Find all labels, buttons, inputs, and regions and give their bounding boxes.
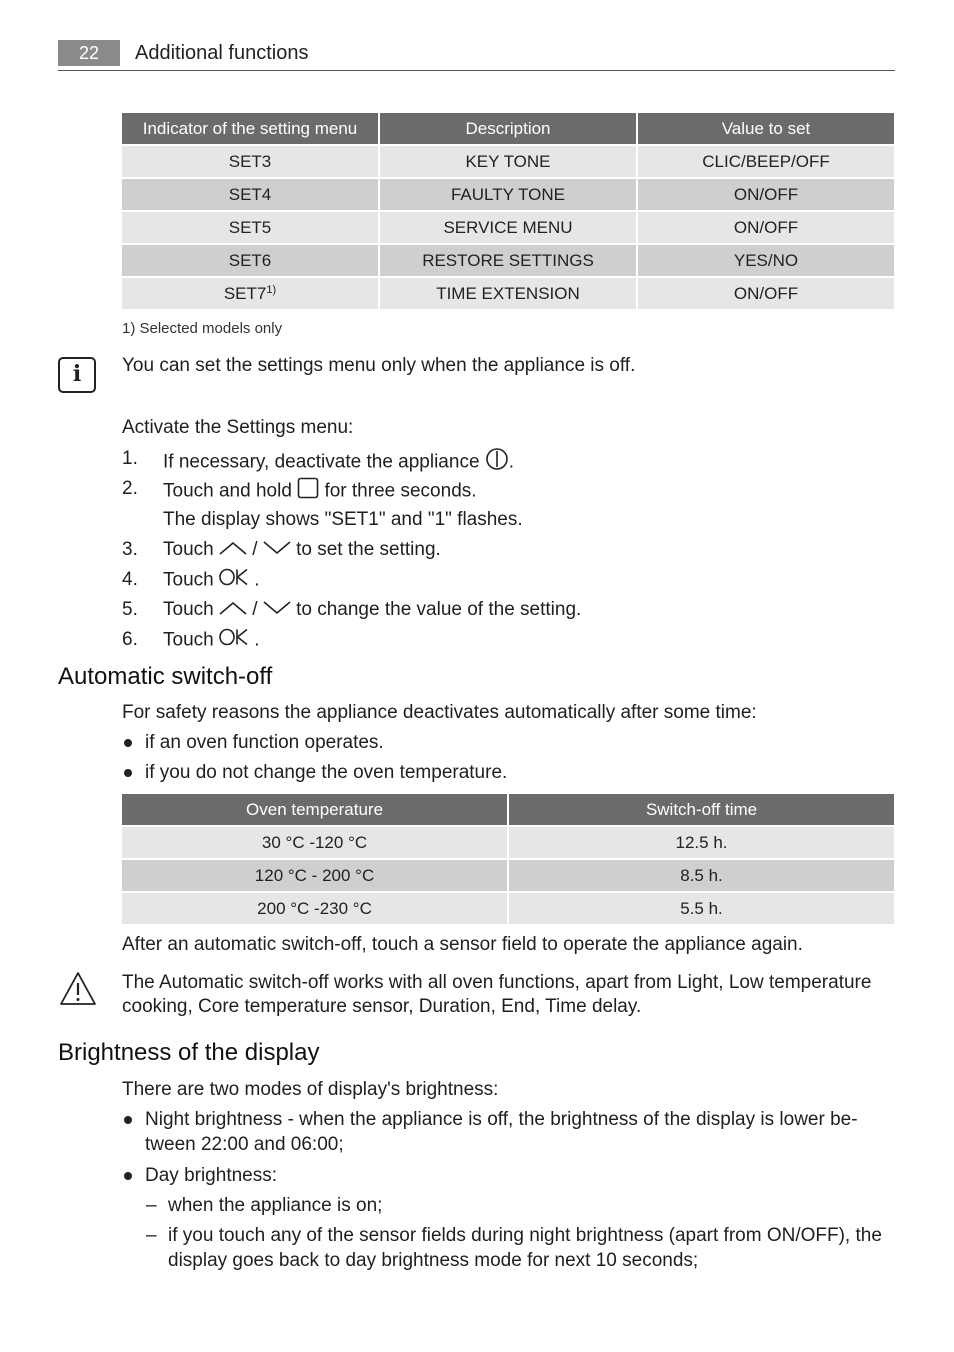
table-cell: TIME EXTENSION bbox=[380, 278, 636, 309]
slash: / bbox=[252, 599, 258, 621]
dash-marker: – bbox=[146, 1225, 157, 1246]
table-cell: ON/OFF bbox=[638, 212, 894, 243]
step-number: 3. bbox=[122, 539, 138, 560]
auto-off-after: After an automatic switch-off, touch a sensor field to operate the appliance again. bbox=[122, 934, 803, 955]
step-number: 6. bbox=[122, 629, 138, 650]
sub-item-line-1: if you touch any of the sensor fields during night brightness (apart from ON/OFF), the bbox=[168, 1225, 882, 1246]
power-icon bbox=[485, 447, 509, 478]
table-cell: 120 °C - 200 °C bbox=[122, 860, 507, 891]
table-cell: 8.5 h. bbox=[509, 860, 894, 891]
column-header: Switch-off time bbox=[509, 794, 894, 825]
table-cell bbox=[122, 278, 378, 309]
auto-off-intro: For safety reasons the appliance deactivates automatically after some time: bbox=[122, 702, 757, 723]
step-number: 1. bbox=[122, 448, 138, 469]
step-text-after: to change the value of the setting. bbox=[296, 599, 582, 621]
activate-heading: Activate the Settings menu: bbox=[122, 417, 354, 438]
brightness-intro: There are two modes of display's brightness: bbox=[122, 1079, 499, 1100]
step-text: Touch bbox=[163, 629, 214, 651]
page-number: 22 bbox=[58, 40, 120, 66]
table-cell: RESTORE SETTINGS bbox=[380, 245, 636, 276]
table-cell: ON/OFF bbox=[638, 278, 894, 309]
table-row bbox=[122, 179, 894, 210]
table-cell: ON/OFF bbox=[638, 179, 894, 210]
step-text-after: for three seconds. bbox=[324, 480, 477, 502]
step-6 bbox=[163, 628, 260, 653]
step-number: 5. bbox=[122, 599, 138, 620]
step-text-after: to set the setting. bbox=[296, 539, 441, 561]
indicator-text: SET7 bbox=[223, 283, 267, 303]
table-cell: 12.5 h. bbox=[509, 827, 894, 858]
ok-icon bbox=[219, 628, 249, 653]
table-row bbox=[122, 860, 894, 891]
night-brightness-line-2: tween 22:00 and 06:00; bbox=[145, 1134, 344, 1155]
step-2 bbox=[163, 477, 477, 506]
step-text: Touch bbox=[163, 569, 214, 591]
chevron-down-icon bbox=[263, 538, 291, 562]
table-cell: 30 °C -120 °C bbox=[122, 827, 507, 858]
table-row bbox=[122, 146, 894, 177]
step-number: 2. bbox=[122, 478, 138, 499]
chevron-up-icon bbox=[219, 598, 247, 622]
bullet-item: if an oven function operates. bbox=[145, 732, 384, 753]
dash-marker: – bbox=[146, 1195, 157, 1216]
warning-text-line-1: The Automatic switch-off works with all oven functions, apart from Light, Low temperature bbox=[122, 972, 872, 993]
table-cell: SET5 bbox=[122, 212, 378, 243]
step-text: Touch bbox=[163, 539, 214, 561]
table-cell: SET6 bbox=[122, 245, 378, 276]
table-cell: 5.5 h. bbox=[509, 893, 894, 924]
table-row bbox=[122, 245, 894, 276]
step-number: 4. bbox=[122, 569, 138, 590]
chevron-down-icon bbox=[263, 598, 291, 622]
footnote-marker: 1) bbox=[266, 283, 277, 296]
bullet-icon bbox=[124, 739, 132, 747]
square-sensor-icon bbox=[297, 477, 319, 506]
section-title-automatic-switch-off: Automatic switch-off bbox=[58, 663, 273, 690]
section-title-brightness: Brightness of the display bbox=[58, 1039, 320, 1066]
step-text-after: . bbox=[254, 629, 260, 651]
table-cell: SET3 bbox=[122, 146, 378, 177]
table-header-row bbox=[122, 113, 894, 144]
settings-table bbox=[120, 111, 896, 311]
column-header: Description bbox=[380, 113, 636, 144]
table-cell: YES/NO bbox=[638, 245, 894, 276]
warning-icon bbox=[58, 970, 98, 1008]
column-header: Value to set bbox=[638, 113, 894, 144]
table-cell: FAULTY TONE bbox=[380, 179, 636, 210]
column-header: Oven temperature bbox=[122, 794, 507, 825]
switch-off-table bbox=[120, 792, 896, 926]
table-cell: 200 °C -230 °C bbox=[122, 893, 507, 924]
header-title: Additional functions bbox=[135, 42, 309, 64]
bullet-icon bbox=[124, 1116, 132, 1124]
table-row bbox=[122, 893, 894, 924]
ok-icon bbox=[219, 568, 249, 593]
step-2-detail: The display shows "SET1" and "1" flashes. bbox=[163, 509, 523, 530]
chevron-up-icon bbox=[219, 538, 247, 562]
info-icon: i bbox=[58, 357, 96, 393]
info-note: You can set the settings menu only when the appliance is off. bbox=[122, 355, 636, 376]
step-4 bbox=[163, 568, 260, 593]
step-3 bbox=[163, 538, 441, 562]
table-row bbox=[122, 212, 894, 243]
bullet-icon bbox=[124, 769, 132, 777]
bullet-icon bbox=[124, 1172, 132, 1180]
step-text-after: . bbox=[254, 569, 260, 591]
sub-item-line-2: display goes back to day brightness mode for next 10 seconds; bbox=[168, 1250, 699, 1271]
night-brightness-line-1: Night brightness - when the appliance is off, the brightness of the display is lower be- bbox=[145, 1109, 858, 1130]
step-1 bbox=[163, 447, 514, 478]
step-text-after: . bbox=[508, 451, 515, 473]
header-rule bbox=[58, 70, 895, 71]
step-text: Touch bbox=[163, 599, 214, 621]
step-text: If necessary, deactivate the appliance bbox=[163, 451, 480, 473]
table-footnote: 1) Selected models only bbox=[122, 320, 283, 337]
step-text: Touch and hold bbox=[163, 480, 292, 502]
column-header: Indicator of the setting menu bbox=[122, 113, 378, 144]
step-5 bbox=[163, 598, 581, 622]
slash: / bbox=[252, 539, 258, 561]
table-cell: SET4 bbox=[122, 179, 378, 210]
table-cell: SERVICE MENU bbox=[380, 212, 636, 243]
sub-item: when the appliance is on; bbox=[168, 1195, 383, 1216]
table-row bbox=[122, 827, 894, 858]
warning-text-line-2: cooking, Core temperature sensor, Duration, End, Time delay. bbox=[122, 996, 642, 1017]
table-cell: KEY TONE bbox=[380, 146, 636, 177]
table-header-row bbox=[122, 794, 894, 825]
table-cell: CLIC/BEEP/OFF bbox=[638, 146, 894, 177]
day-brightness: Day brightness: bbox=[145, 1165, 278, 1186]
bullet-item: if you do not change the oven temperature. bbox=[145, 762, 508, 783]
table-row bbox=[122, 278, 894, 309]
